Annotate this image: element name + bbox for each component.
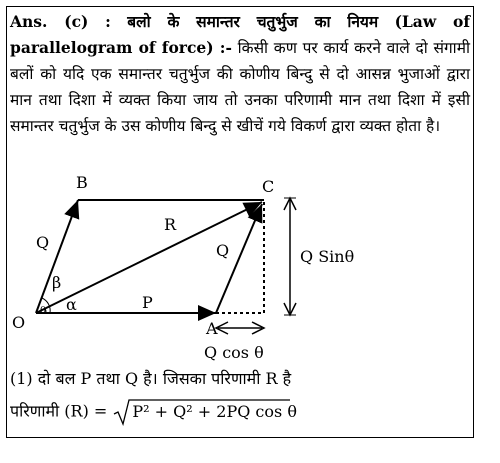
label-theta: θ	[40, 306, 47, 317]
label-Q-right: Q	[216, 241, 230, 260]
resultant-formula	[10, 398, 297, 426]
formula-body: P² + Q² + 2PQ cos θ	[132, 402, 297, 421]
answer-prefix: Ans. (c) :	[10, 12, 111, 31]
law-statement: किसी कण पर कार्य करने वाले दो संगामी बलों को यदि एक समान्तर चतुर्भुज की कोणीय बिन्दु से दो आसन्न भुजाओं द्वारा मान तथा दिशा में व्यक्त किया जाय तो उनका परिणामी मान तथा दिशा में इसी समान्तर चतुर्भुज के उस कोणीय बिन्दु से खीचें गये विकर्ण द्वारा व्यक्त होता है।	[10, 39, 470, 135]
point-A-label: A	[206, 319, 218, 338]
label-alpha: α	[66, 295, 77, 314]
label-Q-left: Q	[36, 233, 50, 252]
formula-prefix: परिणामी (R) =	[10, 401, 108, 421]
label-R: R	[164, 215, 177, 234]
point-O-label: O	[12, 313, 26, 332]
parallelogram-diagram	[6, 168, 386, 368]
sqrt-expression	[112, 398, 297, 426]
law-title-english: (Law of parallelogram of force) :-	[10, 12, 471, 57]
point-C-label: C	[262, 177, 275, 196]
label-beta: β	[52, 273, 62, 292]
label-P: P	[142, 293, 153, 312]
answer-paragraph	[10, 9, 470, 139]
law-title-hindi: बलो के समान्तर चतुर्भुज का नियम	[127, 12, 379, 31]
given-statement: (1) दो बल P तथा Q है। जिसका परिणामी R है	[10, 369, 292, 388]
label-Q-cos: Q cos θ	[204, 343, 264, 362]
point-B-label: B	[76, 173, 88, 192]
label-Q-sin: Q Sinθ	[300, 247, 355, 266]
